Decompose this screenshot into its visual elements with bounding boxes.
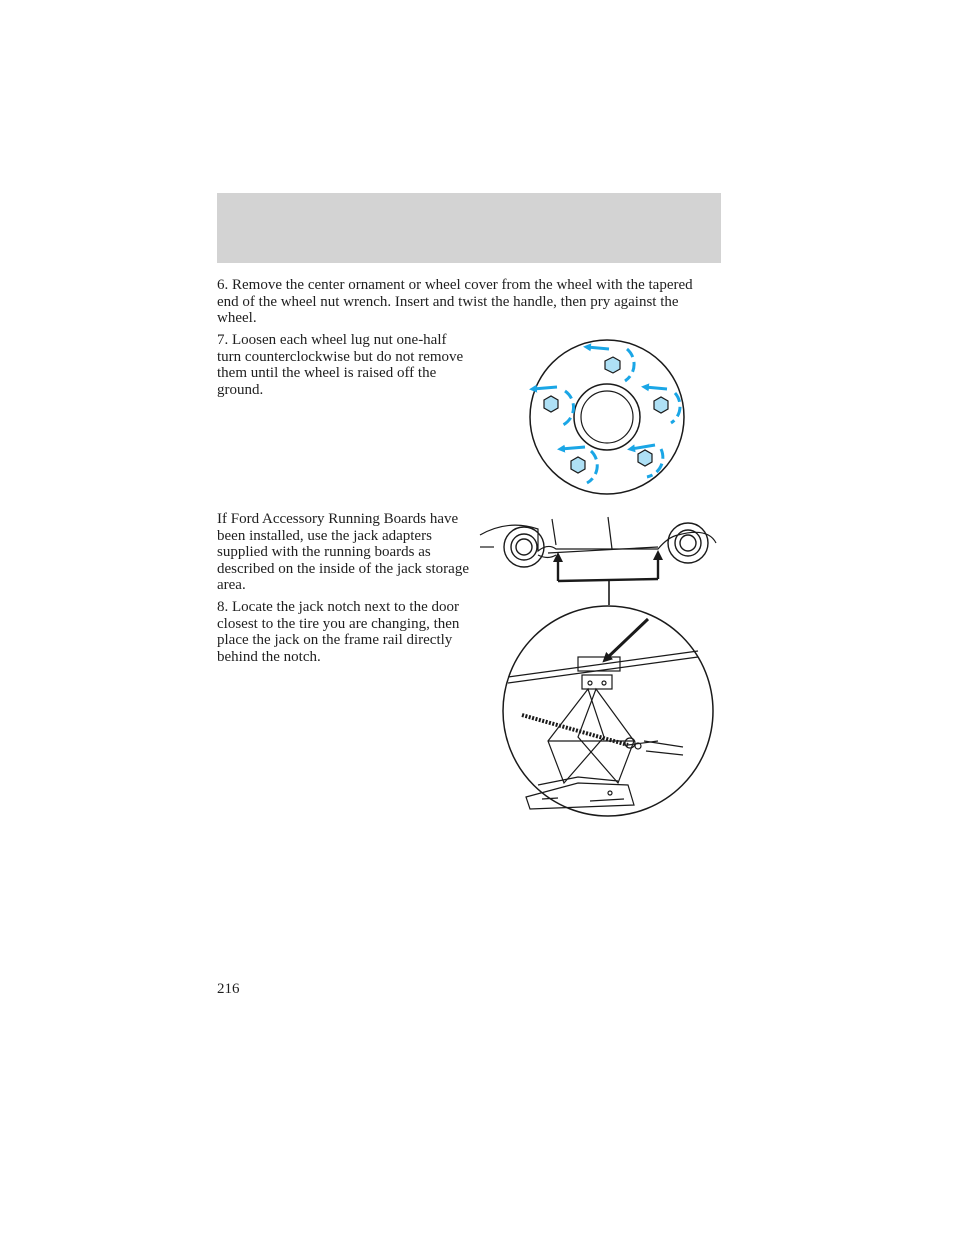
step-6-text: 6. Remove the center ornament or wheel cover from the wheel with the tapered end of the wheel nut wrench. Insert and twist the handle, then pry against the wheel. xyxy=(217,277,693,327)
running-boards-note: If Ford Accessory Running Boards have been installed, use the jack adapters supplied with the running boards as described on the inside of the jack storage area. xyxy=(217,511,469,594)
jack-notch-arrows xyxy=(558,555,658,605)
scissor-jack-diagram xyxy=(478,515,723,820)
step-7-text: 7. Loosen each wheel lug nut one-half turn counterclockwise but do not remove them until the wheel is raised off the ground. xyxy=(217,332,464,398)
wheel-hub-inner xyxy=(581,391,633,443)
section-header-bar xyxy=(217,193,721,263)
page-number: 216 xyxy=(217,981,240,997)
rear-wheel-icon xyxy=(668,523,708,563)
lug-nut-wheel-diagram xyxy=(527,337,687,497)
step-8-text: 8. Locate the jack notch next to the door closest to the tire you are changing, then place the jack on the frame rail directly behind the notch. xyxy=(217,599,460,665)
